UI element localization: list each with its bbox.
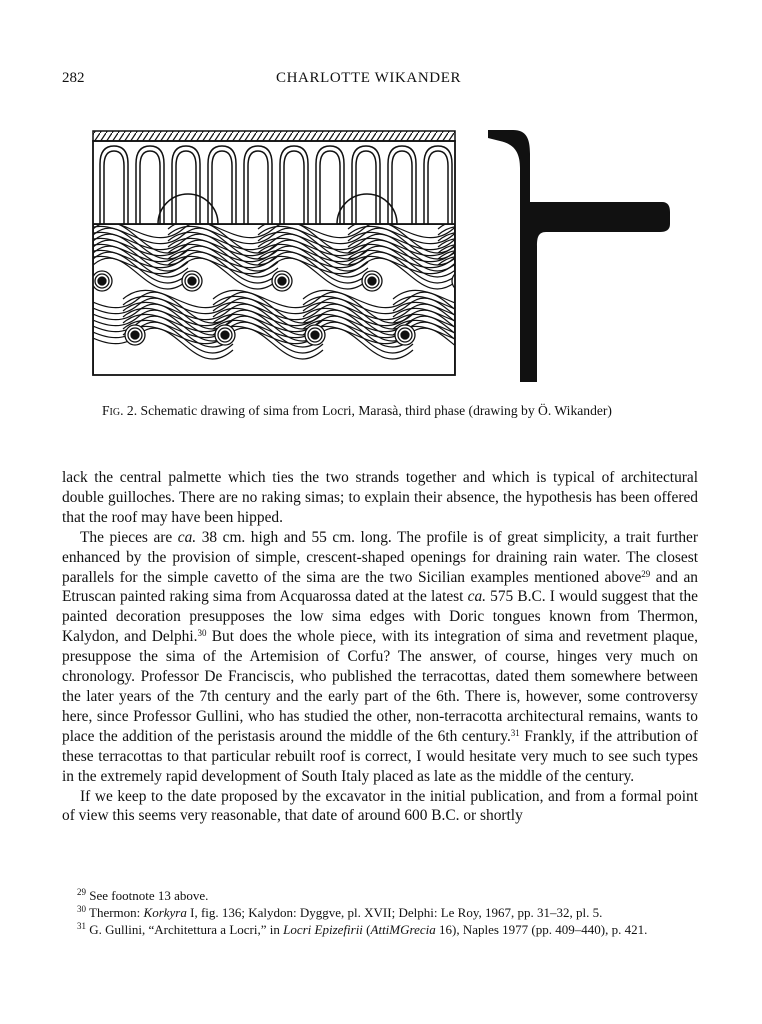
guilloche-eye — [455, 274, 469, 288]
tongue-inner — [248, 151, 268, 224]
guilloche-strand — [258, 220, 458, 253]
guilloche-strand — [573, 320, 670, 353]
guilloche-eye — [188, 277, 196, 285]
guilloche-strand — [123, 290, 323, 323]
guilloche-strand — [438, 232, 638, 265]
guilloche-strand — [528, 244, 670, 277]
guilloche-strand — [483, 320, 670, 353]
guilloche-strand — [168, 226, 368, 259]
guilloche-strand — [213, 290, 413, 323]
guilloche-eye — [488, 328, 502, 342]
guilloche-strand — [438, 256, 638, 289]
guilloche-strand — [573, 308, 670, 341]
tongue-inner — [356, 151, 376, 224]
guilloche-strand — [438, 238, 638, 271]
guilloche-strand — [348, 220, 548, 253]
guilloche-strand — [483, 308, 670, 341]
guilloche-strand — [393, 326, 593, 359]
guilloche-strand — [573, 296, 670, 329]
guilloche-strand — [573, 290, 670, 323]
guilloche-strand — [483, 326, 670, 359]
guilloche-strand — [528, 238, 670, 271]
guilloche-strand — [483, 314, 670, 347]
footnote-ref-29: 29 — [641, 568, 651, 579]
guilloche-strand — [573, 314, 670, 347]
guilloche-eye — [221, 331, 229, 339]
guilloche-strand — [483, 290, 670, 323]
drain-opening-left — [158, 194, 218, 224]
guilloche-strand — [393, 296, 593, 329]
guilloche-strand — [123, 296, 323, 329]
guilloche-strand — [348, 238, 548, 271]
tongue-inner — [104, 151, 124, 224]
guilloche-strand — [393, 314, 593, 347]
guilloche-strand — [438, 250, 638, 283]
guilloche-strand — [528, 232, 670, 265]
footnote-ref-31: 31 — [510, 727, 520, 738]
tongue-inner — [284, 151, 304, 224]
guilloche-strand — [573, 302, 670, 335]
guilloche-strand — [348, 232, 548, 265]
guilloche-eye — [458, 277, 466, 285]
tongue-inner — [176, 151, 196, 224]
guilloche-eye — [98, 277, 106, 285]
page-number: 282 — [62, 70, 85, 86]
guilloche-eye — [401, 331, 409, 339]
guilloche-strand — [573, 326, 670, 359]
paragraph-3: If we keep to the date proposed by the excavator in the initial publication, and from a formal point of view this seems very reasonable, that date of around 600 B.C. or shortly — [62, 787, 698, 825]
sima-drawing — [88, 124, 670, 382]
guilloche-strand — [393, 302, 593, 335]
tongue-inner — [212, 151, 232, 224]
guilloche-strand — [393, 308, 593, 341]
footnotes — [62, 887, 698, 938]
figure-caption — [102, 403, 682, 419]
guilloche-eye — [485, 325, 505, 345]
figure-sima-drawing — [88, 124, 670, 382]
hatched-border — [93, 131, 455, 141]
tongue-inner — [140, 151, 160, 224]
running-head: CHARLOTTE WIKANDER — [276, 70, 462, 86]
guilloche-eye — [311, 331, 319, 339]
guilloche-strand — [528, 256, 670, 289]
guilloche-strand — [483, 302, 670, 335]
body-text — [62, 468, 698, 826]
guilloche-strand — [303, 290, 503, 323]
guilloche-strand — [348, 244, 548, 277]
tongue-inner — [428, 151, 448, 224]
guilloche-eye — [368, 277, 376, 285]
guilloche-strand — [303, 296, 503, 329]
footnote-30: $^{30}$ Thermon: Korkyra I, fig. 136; Kalydon: Dyggve, pl. XVII; Delphi: Le Roy, 1967, pp. 31–32, pl. 5. — [77, 904, 603, 920]
tongue-row — [100, 146, 452, 224]
guilloche-strand — [393, 290, 593, 323]
footnote-29: $^{29}$ See footnote 13 above. — [77, 887, 209, 903]
paragraph-1: lack the central palmette which ties the two strands together and which is typical of architectural double guilloches. There are no raking simas; to explain their absence, the hypothesis has been offered that the roof may have been hipped. — [62, 469, 698, 526]
tongue-inner — [320, 151, 340, 224]
sima-profile — [488, 130, 670, 382]
guilloche-strand — [213, 296, 413, 329]
caption-text: Schematic drawing of sima from Locri, Marasà, third phase (drawing by Ö. Wikander) — [140, 403, 612, 418]
guilloche-strand — [348, 226, 548, 259]
paragraph-2: The pieces are ca. 38 cm. high and 55 cm. long. The profile is of great simplicity, a trait further enhanced by the provision of simple, crescent-shaped openings for draining rain water. The closest parallels for the simple cavetto of the sima are the two Sicilian examples mentioned above$^{29}$ and an Etruscan painted raking sima from Acquarossa dated at the latest ca. 575 B.C. I would suggest that the painted decoration presupposes the low sima edges with Doric tongues known from Thermon, Kalydon, and Delphi.$^{30}$ But does the whole piece, with its integration of sima and revetment plaque, presuppose the sima of the Artemision of Corfu? The answer, of course, hinges very much on chronology. Professor De Franciscis, who published the terracottas, dated them somewhere between the later years of the 7th century and the early part of the 6th. There is, however, some controversy here, since Professor Gullini, who has studied the other, non-terracotta architectural remains, wants to place the addition of the peristasis around the middle of the 6th century.$^{31}$ Frankly, if the attribution of these terracottas to that particular rebuilt roof is correct, I would hesitate very much to see such types in the extremely rapid development of South Italy placed as late as the middle of the century. — [62, 528, 699, 785]
guilloche-strand — [168, 220, 368, 253]
guilloche-band — [88, 220, 670, 375]
guilloche-strand — [483, 296, 670, 329]
guilloche-strand — [438, 244, 638, 277]
footnote-31: $^{31}$ G. Gullini, “Architettura a Locri,” in Locri Epizefirii (AttiMGrecia 16), Naples 1977 (pp. 409–440), p. 421. — [77, 921, 648, 937]
guilloche-strand — [258, 226, 458, 259]
guilloche-eye — [131, 331, 139, 339]
caption-label: Fig. 2. — [102, 403, 138, 418]
guilloche-eye — [491, 331, 499, 339]
guilloche-eye — [278, 277, 286, 285]
guilloche-strand — [393, 320, 593, 353]
footnote-ref-30: 30 — [197, 628, 207, 639]
guilloche-strand — [528, 250, 670, 283]
